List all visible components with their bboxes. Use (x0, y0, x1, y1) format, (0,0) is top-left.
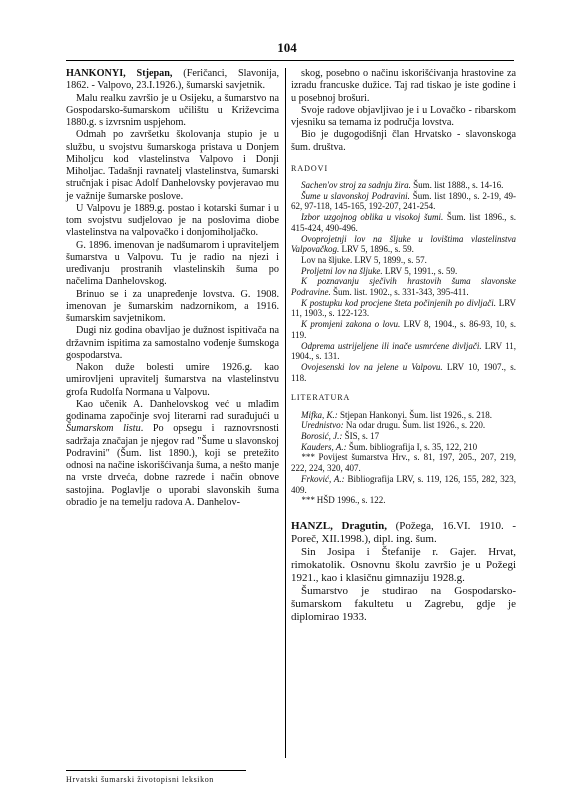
list-item (291, 362, 516, 383)
list-item (291, 266, 516, 277)
work-title: K postupku kod procjene šteta počinjenih po divljači. (301, 297, 496, 308)
entry-intro: (Feričanci, Slavonija, 1862. - Valpovo, 23.I.1926.), šumarski savjetnik. (66, 68, 279, 92)
paragraph: Dugi niz godina obavljao je dužnost ispitivača na državnim ispitima za samostalno vođenje šumskoga gospodarstva. (66, 325, 279, 361)
column-divider (285, 68, 286, 758)
paragraph: Sin Josipa i Štefanije r. Gajer. Hrvat, rimokatolik. Osnovnu školu završio je u Požegi 1921., kao i klasičnu gimnaziju 1928.g. (291, 545, 516, 584)
ref-text: Šum. bibliografija I, s. 35, 122, 210 (346, 441, 478, 452)
text-run: Kao učenik A. Danhelovskog već u mlađim godinama započinje svoj literarni rad surađujući u (66, 398, 279, 422)
paragraph: skog, posebno o načinu iskorišćivanja hrastovine za izradu francuske dužice. Taj rad tiskao je iste godine i u posebnoj brošuri. (291, 68, 516, 104)
paragraph: Svoje radove objavljivao je i u Lovačko - ribarskom vjesniku sa temama iz područja lovstva. (291, 104, 516, 128)
footer-text: Hrvatski šumarski životopisni leksikon (66, 775, 214, 784)
work-title: Odprema ustrijeljene ili inače usmrćene divljači. (301, 340, 482, 351)
text-run: . Po opsegu i raznovrsnosti sadržaja značajan je njegov rad "Šume u slavonskoj Podravini" (Šum. list 1890.), koji se pretežito odnosi na načine iskorišćivanja šuma, a nešto manje na vrste drveća, dobne razrede i način obnove sastojina. Poglavlje o uporabi slavonskih šuma obradio je na temelju radova A. Danhelov- (66, 423, 280, 508)
list-item (291, 255, 516, 266)
ref-text: Bibliografija LRV, s. 119, 126, 155, 282, 323, 409. (291, 473, 516, 495)
header-rule (66, 60, 514, 61)
journal-title: Šumarskom listu (66, 423, 141, 435)
list-item (291, 341, 516, 362)
list-item (291, 452, 516, 473)
list-item (291, 474, 516, 495)
ref-text: HŠD 1996., s. 122. (316, 495, 386, 506)
list-item (291, 420, 516, 431)
radovi-heading: RADOVI (291, 163, 329, 173)
list-item (291, 191, 516, 212)
work-ref: LRV 5, 1991., s. 59. (382, 265, 458, 276)
paragraph: Bio je dugogodišnji član Hrvatsko - slavonskoga šum. društva. (291, 129, 516, 153)
work-ref: Šum. list 1896., s. 415-424, 490-496. (291, 212, 517, 233)
list-item (291, 212, 516, 233)
list-item (291, 234, 516, 255)
work-ref: LRV 8, 1904., s. 86-93, 10, s. 119. (291, 319, 516, 340)
list-item (291, 442, 516, 453)
paragraph: U Valpovu je 1889.g. postao i kotarski šumar i u tom svojstvu sudjelovao je na poslovima diobe vlastelinstva na valpovačko i donjomiholjačko. (66, 202, 279, 239)
work-ref: Šum. list 1890., s. 2-19, 49-62, 97-118, 145-165, 192-207, 241-254. (291, 190, 516, 212)
entry-name: HANKONYI, Stjepan, (66, 68, 173, 79)
ref-author: Kauders, A.: (301, 441, 347, 452)
work-title: Ovojesenski lov na jelene u Valpovu. (301, 361, 443, 372)
ref-text: Stjepan Hankonyi. Šum. list 1926., s. 218. (337, 409, 493, 420)
work-ref: LRV 5, 1896., s. 59. (339, 244, 414, 255)
list-item (291, 298, 516, 319)
page-number: 104 (277, 40, 297, 55)
ref-author: Mifka, K.: (301, 409, 338, 420)
list-item (291, 495, 516, 506)
ref-author: *** (301, 495, 317, 506)
ref-text: Povijest šumarstva Hrv., s. 81, 197, 205., 207, 219, 222, 224, 320, 407. (291, 452, 516, 474)
literatura-list (291, 410, 516, 506)
footer-rule (66, 770, 246, 771)
work-ref: Šum. list 1888., s. 14-16. (410, 180, 504, 190)
work-ref: LRV 11, 1903., s. 122-123. (291, 297, 516, 319)
paragraph (66, 399, 279, 509)
ref-author: *** (301, 452, 319, 463)
right-column (291, 68, 516, 624)
work-title: Sachen'ov stroj za sadnju žira. (301, 180, 411, 190)
paragraph: Šumarstvo je studirao na Gospodarsko-šumarskom fakultetu u Zagrebu, gdje je diplomirao 1933. (291, 584, 516, 623)
ref-text: Na odar drugu. Šum. list 1926., s. 220. (343, 420, 486, 431)
work-title: Proljetni lov na šljuke. (301, 265, 383, 276)
left-column (66, 68, 279, 509)
work-ref: LRV 10, 1907., s. 118. (291, 361, 516, 383)
ref-author: Borosić, J.: (301, 431, 343, 442)
entry-hankonyi-header (66, 68, 279, 93)
paragraph: Malu realku završio je u Osijeku, a šumarstvo na Gospodarsko-šumarskom učilištu u Križevcima 1880.g. s izvrsnim uspjehom. (66, 92, 279, 128)
ref-author: Frković, A.: (301, 473, 345, 484)
paragraph: Brinuo se i za unapređenje lovstva. G. 1908. imenovan je šumarskim nadzornikom, a 1916. šumarskim savjetnikom. (66, 288, 279, 324)
work-title: K promjeni zakona o lovu. (301, 319, 401, 330)
work-title: Ovoprojetnji lov na šljuke u lovištima vlastelinstva Valpovačkog. (291, 233, 516, 255)
paragraph: Nakon duže bolesti umire 1926.g. kao umirovljeni upravitelj šumarstva na vlastelinstvu grofa Rudolfa Normana u Valpovu. (66, 362, 279, 398)
work-ref: Lov na šljuke. LRV 5, 1899., s. 57. (301, 254, 427, 265)
work-title: Izbor uzgojnog oblika u visokoj šumi. (301, 212, 444, 223)
work-title: Šume u slavonskoj Podravini. (301, 190, 410, 201)
radovi-list (291, 180, 516, 383)
list-item (291, 276, 516, 297)
ref-text: ŠIS, s. 17 (342, 431, 380, 442)
entry-hanzl-header (291, 520, 516, 546)
paragraph: Odmah po završetku školovanja stupio je u službu, u svojstvu šumarskoga pristava u Donjem Miholjcu kod vlastelinstva Valpovo i Donji Miholjac. Tadašnji ravnatelj vlastelinstva, šumarski stručnjak i pisac Adolf Danhelovsky povjeravao mu je važnije šumarske poslove. (66, 129, 279, 202)
entry-intro: (Požega, 16.VI. 1910. - Poreč, XII.1998.), dipl. ing. šum. (291, 519, 516, 545)
work-title: K poznavanju sječivih hrastovih šuma slavonske Podravine. (291, 276, 516, 298)
list-item (291, 431, 516, 442)
work-ref: LRV 11, 1904., s. 131. (291, 340, 516, 362)
paragraph: G. 1896. imenovan je nadšumarom i upraviteljem šumarstva u Valpovu. Tu je radio na njezi i uređivanju prostranih vlastelinskih šuma po načelima Danhelovskog. (66, 239, 279, 288)
ref-author: Urednistvo: (301, 420, 344, 431)
list-item (291, 180, 516, 191)
work-ref: Šum. list. 1902., s. 331-343, 395-411. (330, 287, 469, 298)
literatura-heading: LITERATURA (291, 393, 351, 403)
entry-name: HANZL, Dragutin, (291, 519, 387, 532)
list-item (291, 319, 516, 340)
list-item (291, 410, 516, 421)
